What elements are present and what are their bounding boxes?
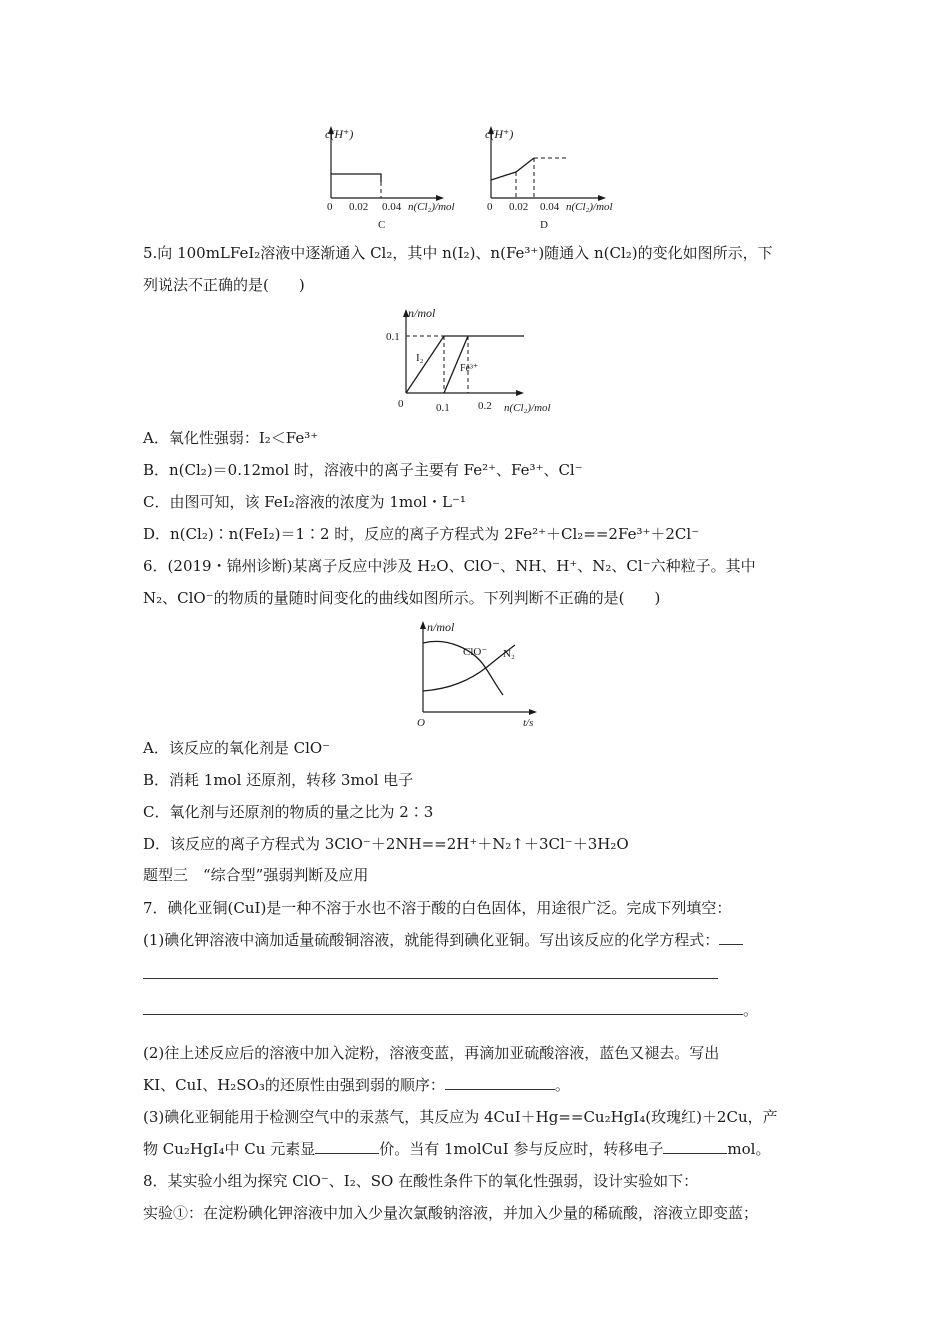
chart5-x-arrow — [516, 390, 524, 396]
chart-c-ylabel: c(H⁺) — [325, 127, 354, 141]
q7-part-1-text: (1)碘化钾溶液中滴加适量硫酸铜溶液，就能得到碘化亚铜。写出该反应的化学方程式： — [143, 931, 720, 949]
chart-d-tick-1: 0.02 — [509, 201, 529, 213]
q5-stem-line-1: 5.向 100mLFeI₂溶液中逐渐通入 Cl₂，其中 n(I₂)、n(Fe³⁺)随通入 n(Cl₂)的变化如图所示，下 — [143, 244, 773, 262]
chart-c-label: C — [378, 219, 386, 231]
chart-d-tick-2: 0.04 — [540, 201, 560, 213]
chart5-xtick-2: 0.2 — [478, 400, 492, 412]
chart6-label-n2: N₂ — [503, 648, 515, 660]
chart6-xlabel: t/s — [523, 717, 534, 729]
chart5-xtick-1: 0.1 — [436, 402, 450, 414]
q5-option-c: C．由图可知，该 FeI₂溶液的浓度为 1mol・L⁻¹ — [143, 493, 466, 511]
chart5-xlabel: n(Cl₂)/mol — [504, 402, 551, 414]
q6-option-c: C．氧化剂与还原剂的物质的量之比为 2∶3 — [143, 803, 434, 821]
q5-stem-line-2: 列说法不正确的是( ) — [143, 276, 305, 294]
q6-stem-line-2: N₂、ClO⁻的物质的量随时间变化的曲线如图所示。下列判断不正确的是( ) — [143, 589, 661, 607]
chart-d-xlabel: n(Cl₂)/mol — [566, 201, 613, 213]
chart6-label-clo: ClO⁻ — [463, 646, 488, 658]
q7-part-2-end: 。 — [554, 1076, 570, 1094]
q7-part-2-text: KI、CuI、H₂SO₃的还原性由强到弱的顺序： — [143, 1076, 445, 1094]
q7-part-2-line-1: (2)往上述反应后的溶液中加入淀粉，溶液变蓝，再滴加亚硫酸溶液，蓝色又褪去。写出 — [143, 1044, 720, 1062]
q7-part-3-line-1: (3)碘化亚铜能用于检测空气中的汞蒸气，其反应为 4CuI＋Hg==Cu₂HgI₄(玫瑰红)＋2Cu，产 — [143, 1108, 778, 1126]
q6-option-b: B．消耗 1mol 还原剂，转移 3mol 电子 — [143, 771, 414, 789]
q7-part-1-end: 。 — [743, 1001, 759, 1019]
q7-part-3-text-a: 物 Cu₂HgI₄中 Cu 元素显 — [143, 1140, 316, 1158]
q8-stem: 8．某实验小组为探究 ClO⁻、I₂、SO 在酸性条件下的氧化性强弱，设计实验如下： — [143, 1172, 699, 1190]
chart-q5 — [380, 303, 580, 418]
chart5-ytick: 0.1 — [386, 331, 400, 343]
q5-option-b: B．n(Cl₂)＝0.12mol 时，溶液中的离子主要有 Fe²⁺、Fe³⁺、Cl⁻ — [143, 461, 583, 479]
q8-experiment-1: 实验①：在淀粉碘化钾溶液中加入少量次氯酸钠溶液，并加入少量的稀硫酸，溶液立即变蓝； — [143, 1204, 759, 1222]
q7-part-1 — [143, 930, 743, 950]
q5-option-a: A．氧化性强弱：I₂＜Fe³⁺ — [143, 429, 319, 447]
q7-stem: 7．碘化亚铜(CuI)是一种不溶于水也不溶于酸的白色固体，用途很广泛。完成下列填空： — [143, 899, 732, 917]
chart6-origin: O — [417, 717, 425, 729]
q6-option-a: A．该反应的氧化剂是 ClO⁻ — [143, 739, 331, 757]
chart-d-origin: 0 — [487, 201, 493, 213]
chart6-x-arrow — [529, 709, 537, 715]
chart6-ylabel: n/mol — [427, 620, 455, 634]
q6-option-d: D．该反应的离子方程式为 3ClO⁻＋2NH==2H⁺＋N₂↑＋3Cl⁻＋3H₂O — [143, 835, 629, 853]
q7-part-1-line-3 — [143, 1000, 758, 1020]
q7-part-2-line-2 — [143, 1075, 570, 1095]
chart-c-curve — [331, 174, 381, 182]
chart5-ylabel: n/mol — [408, 306, 436, 320]
chart5-label-i2: I₂ — [416, 352, 424, 364]
q5-option-d: D．n(Cl₂)∶n(FeI₂)＝1∶2 时，反应的离子方程式为 2Fe²⁺＋Cl₂==2Fe³⁺＋2Cl⁻ — [143, 525, 700, 543]
q7-answer-blank-1b[interactable] — [143, 964, 718, 979]
section-3-title: 题型三 “综合型”强弱判断及应用 — [143, 866, 369, 884]
q7-answer-blank-2[interactable] — [445, 1075, 555, 1090]
chart5-label-fe: Fe³⁺ — [460, 363, 479, 374]
chart-c-origin: 0 — [327, 201, 333, 213]
chart-c-tick-1: 0.02 — [349, 201, 369, 213]
q7-answer-blank-1a[interactable] — [719, 930, 743, 945]
chart-d-label: D — [540, 219, 548, 231]
chart-q6 — [405, 615, 555, 730]
q7-part-3-text-c: mol。 — [727, 1140, 771, 1158]
q6-stem-line-1: 6．(2019・锦州诊断)某离子反应中涉及 H₂O、ClO⁻、NH、H⁺、N₂、Cl⁻六种粒子。其中 — [143, 557, 756, 575]
q7-answer-blank-3b[interactable] — [663, 1139, 727, 1154]
q7-answer-blank-1c[interactable] — [143, 1000, 743, 1015]
chart-c-tick-2: 0.04 — [382, 201, 402, 213]
chart5-origin: 0 — [398, 398, 404, 410]
chart-d-ylabel: c(H⁺) — [485, 127, 514, 141]
q7-part-3-line-2 — [143, 1139, 770, 1159]
q7-answer-blank-3a[interactable] — [315, 1139, 379, 1154]
chart6-y-arrow — [420, 621, 426, 629]
chart-d-curve — [491, 158, 534, 180]
figure-c-d — [300, 118, 660, 236]
chart-c-xlabel: n(Cl₂)/mol — [408, 201, 455, 213]
q7-part-3-text-b: 价。当有 1molCuI 参与反应时，转移电子 — [379, 1140, 664, 1158]
